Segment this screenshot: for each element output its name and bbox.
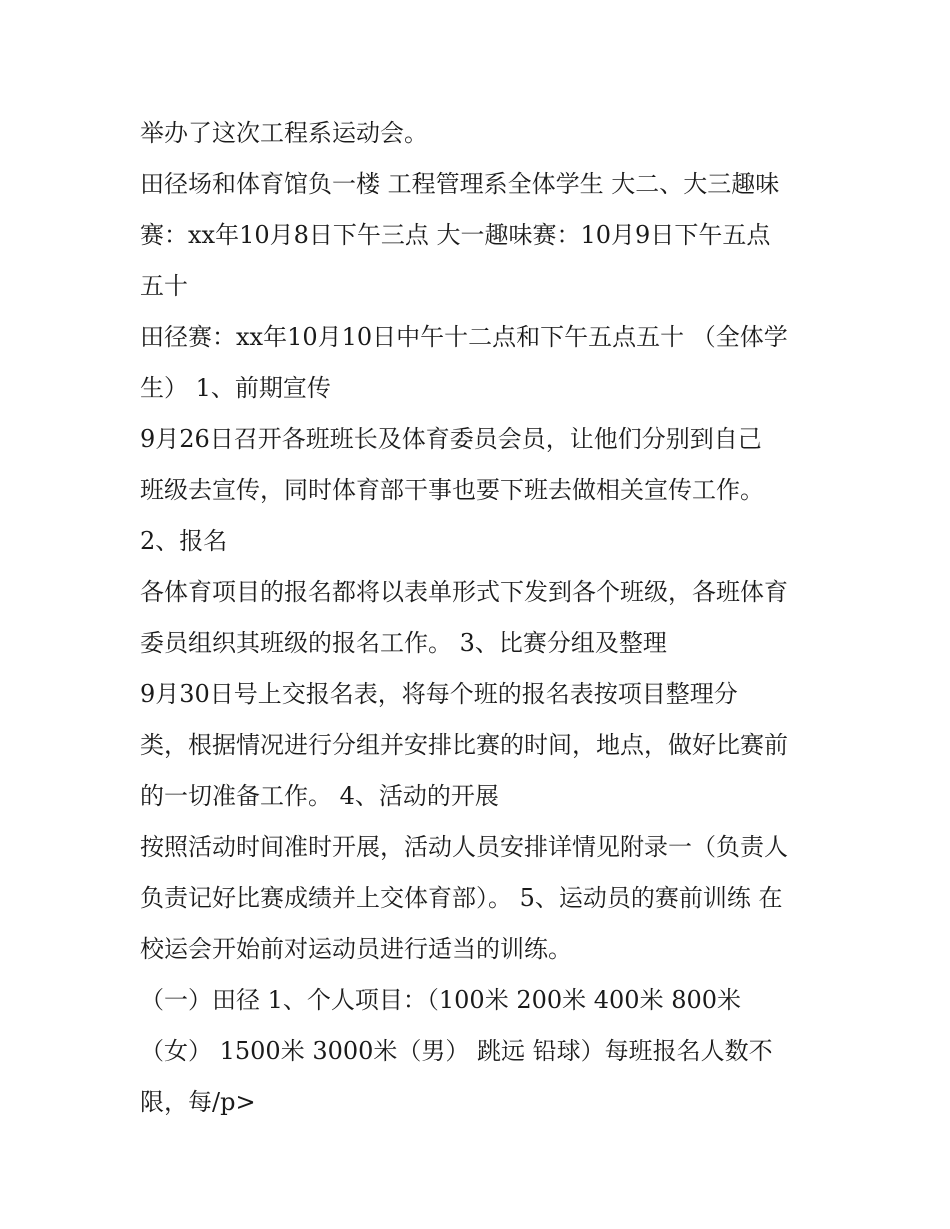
- text-line: 校运会开始前对运动员进行适当的训练。: [140, 935, 572, 963]
- text-line: 班级去宣传，同时体育部干事也要下班去做相关宣传工作。: [140, 476, 764, 504]
- text-line: 的一切准备工作。 4、活动的开展: [140, 782, 499, 810]
- text-line: 田径赛：xx年10月10日中午十二点和下午五点五十 （全体学: [140, 323, 788, 351]
- text-line: 五十: [140, 272, 188, 300]
- text-line: （一）田径 1、个人项目：（100米 200米 400米 800米: [140, 986, 742, 1014]
- text-line: 田径场和体育馆负一楼 工程管理系全体学生 大二、大三趣味: [140, 170, 780, 198]
- text-line: 9月30日号上交报名表，将每个班的报名表按项目整理分: [140, 680, 738, 708]
- document-body: [140, 108, 830, 1128]
- text-line: （女） 1500米 3000米（男） 跳远 铅球）每班报名人数不: [140, 1037, 773, 1065]
- text-line: 负责记好比赛成绩并上交体育部）。 5、运动员的赛前训练 在: [140, 884, 783, 912]
- text-line: 各体育项目的报名都将以表单形式下发到各个班级，各班体育: [140, 578, 788, 606]
- text-line: 赛：xx年10月8日下午三点 大一趣味赛：10月9日下午五点: [140, 221, 771, 249]
- text-line: 限，每/p>: [140, 1088, 256, 1116]
- text-line: 9月26日召开各班班长及体育委员会员，让他们分别到自己: [140, 425, 762, 453]
- text-line: 举办了这次工程系运动会。: [140, 119, 428, 147]
- text-line: 类，根据情况进行分组并安排比赛的时间，地点，做好比赛前: [140, 731, 788, 759]
- text-line: 2、报名: [140, 527, 228, 555]
- text-line: 委员组织其班级的报名工作。 3、比赛分组及整理: [140, 629, 667, 657]
- text-line: 生） 1、前期宣传: [140, 374, 331, 402]
- text-line: 按照活动时间准时开展，活动人员安排详情见附录一（负责人: [140, 833, 788, 861]
